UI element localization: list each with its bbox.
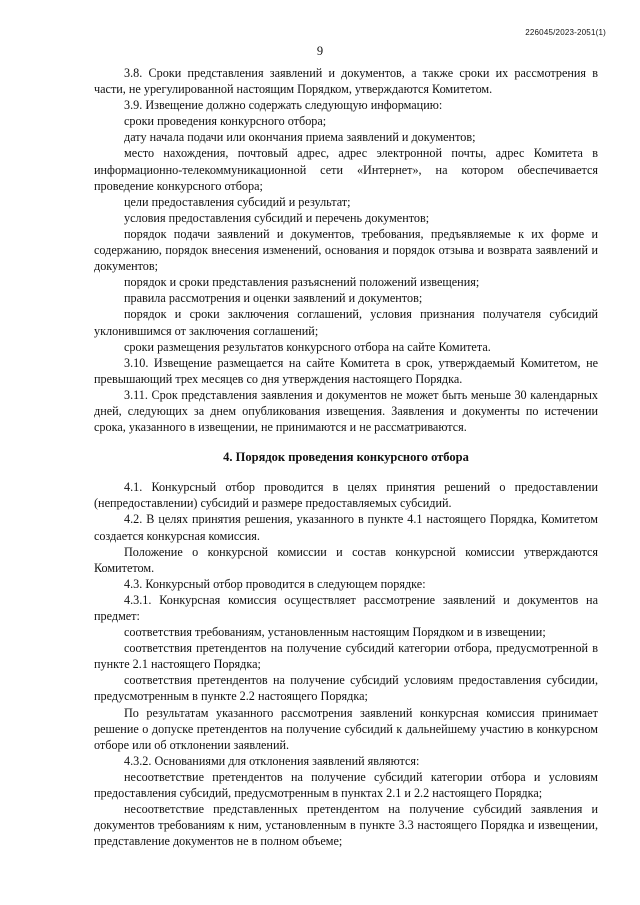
paragraph-4-3-1: 4.3.1. Конкурсная комиссия осуществляет рассмотрение заявлений и документов на предмет: bbox=[94, 592, 598, 623]
list-item: соответствия требованиям, установленным настоящим Порядком и в извещении; bbox=[124, 625, 546, 640]
list-item: несоответствие представленных претендентом на получение субсидий заявления и документов требованиям к ним, установленным в пункте 3.3 настоящего Порядка и извещении, представление документов не в полном объеме; bbox=[94, 802, 598, 849]
paragraph-3-11: 3.11. Срок представления заявления и документов не может быть меньше 30 календарных дней, следующих за днем опубликования извещения. Заявления и документы по истечении срока, указанного в извещении, не принимаются и не рассматриваются. bbox=[94, 387, 598, 435]
paragraph-4-3: 4.3. Конкурсный отбор проводится в следующем порядке: bbox=[124, 576, 426, 591]
list-item: порядок и сроки представления разъяснений положений извещения; bbox=[124, 275, 480, 290]
list-item: место нахождения, почтовый адрес, адрес электронной почты, адрес Комитета в информационно-телекоммуникационной сети «Интернет», на котором обеспечивается проведение конкурсного отбора; bbox=[94, 146, 598, 193]
paragraph: По результатам указанного рассмотрения заявлений конкурсная комиссия принимает решение о допуске претендентов на получение субсидий к дальнейшему участию в конкурсном отборе или об отклонении заявлений. bbox=[94, 705, 598, 752]
page-number: 9 bbox=[316, 44, 324, 58]
list-item: порядок и сроки заключения соглашений, условия признания получателя субсидий уклонившимся от заключения соглашений; bbox=[94, 307, 598, 338]
document-body bbox=[94, 65, 598, 849]
section-title: 4. Порядок проведения конкурсного отбора bbox=[223, 450, 469, 465]
list-item: соответствия претендентов на получение субсидий категории отбора, предусмотренной в пункте 2.1 настоящего Порядка; bbox=[94, 641, 598, 672]
paragraph-4-1: 4.1. Конкурсный отбор проводится в целях принятия решений о предоставлении (непредоставлении) субсидий и размере предоставляемых субсидий. bbox=[94, 480, 598, 511]
paragraph: Положение о конкурсной комиссии и состав конкурсной комиссии утверждаются Комитетом. bbox=[94, 544, 598, 575]
list-item: сроки проведения конкурсного отбора; bbox=[124, 114, 327, 129]
list-item: правила рассмотрения и оценки заявлений и документов; bbox=[124, 291, 423, 306]
list-item: соответствия претендентов на получение субсидий условиям предоставления субсидии, предусмотренным в пункте 2.2 настоящего Порядка; bbox=[94, 673, 598, 704]
paragraph-4-3-2: 4.3.2. Основаниями для отклонения заявлений являются: bbox=[124, 753, 420, 768]
list-item: условия предоставления субсидий и перечень документов; bbox=[124, 210, 430, 225]
paragraph-3-10: 3.10. Извещение размещается на сайте Комитета в срок, утверждаемый Комитетом, не превышающий трех месяцев со дня утверждения настоящего Порядка. bbox=[94, 355, 598, 386]
paragraph-4-2: 4.2. В целях принятия решения, указанного в пункте 4.1 настоящего Порядка, Комитетом создается конкурсная комиссия. bbox=[94, 512, 598, 543]
list-item: дату начала подачи или окончания приема заявлений и документов; bbox=[124, 130, 476, 145]
list-item: порядок подачи заявлений и документов, требования, предъявляемые к их форме и содержанию, порядок внесения изменений, основания и порядок отзыва и возврата заявлений и документов; bbox=[94, 226, 598, 274]
document-code: 226045/2023-2051(1) bbox=[525, 28, 606, 37]
list-item: сроки размещения результатов конкурсного отбора на сайте Комитета. bbox=[124, 339, 491, 354]
paragraph-3-8: 3.8. Сроки представления заявлений и документов, а также сроки их рассмотрения в части, не урегулированной настоящим Порядком, утверждаются Комитетом. bbox=[94, 66, 598, 97]
list-item: цели предоставления субсидий и результат; bbox=[124, 194, 351, 209]
list-item: несоответствие претендентов на получение субсидий категории отбора и условиям предоставления субсидий, предусмотренным в пунктах 2.1 и 2.2 настоящего Порядка; bbox=[94, 769, 598, 801]
paragraph-3-9: 3.9. Извещение должно содержать следующую информацию: bbox=[124, 98, 443, 113]
